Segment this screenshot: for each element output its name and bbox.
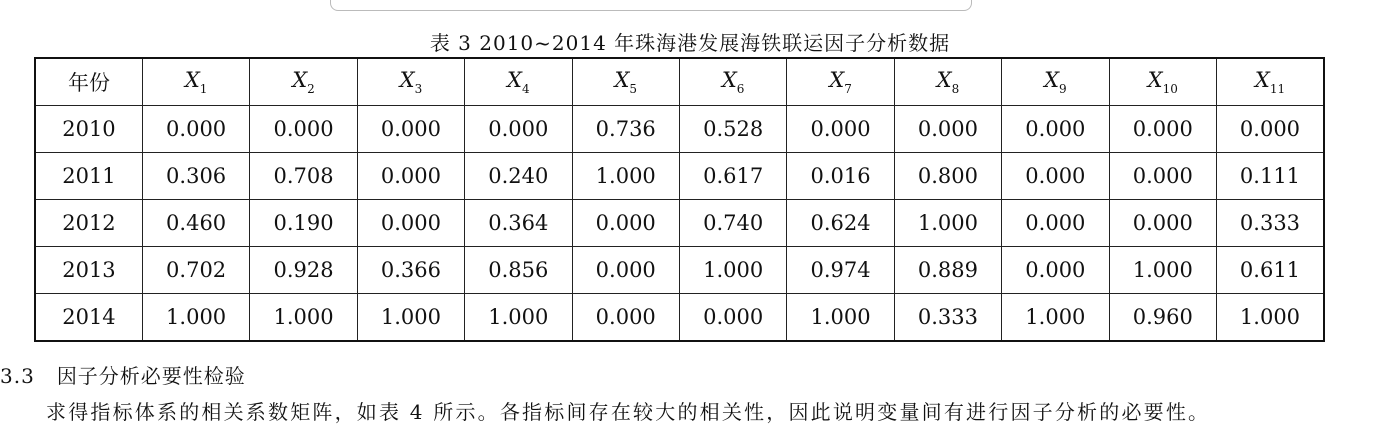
- cell-value: 0.000: [1002, 106, 1109, 153]
- cell-value: 1.000: [1216, 294, 1324, 342]
- cell-value: 0.856: [465, 247, 572, 294]
- cell-value: 0.702: [142, 247, 249, 294]
- cell-value: 0.000: [250, 106, 357, 153]
- table-caption: 表 3 2010~2014 年珠海港发展海铁联运因子分析数据: [429, 31, 951, 55]
- cell-value: 0.000: [572, 200, 679, 247]
- cell-value: 1.000: [894, 200, 1001, 247]
- cell-value: 0.000: [357, 106, 464, 153]
- cell-value: 0.000: [1216, 106, 1324, 153]
- cell-year: 2012: [35, 200, 142, 247]
- cell-value: 0.240: [465, 153, 572, 200]
- cell-value: 0.000: [787, 106, 894, 153]
- cell-year: 2011: [35, 153, 142, 200]
- section-title: 因子分析必要性检验: [56, 364, 246, 388]
- cell-value: 0.000: [142, 106, 249, 153]
- cell-value: 1.000: [465, 294, 572, 342]
- cell-value: 0.016: [787, 153, 894, 200]
- header-year: 年份: [35, 58, 142, 106]
- cell-value: 0.000: [894, 106, 1001, 153]
- cell-value: 0.800: [894, 153, 1001, 200]
- table-row: [35, 294, 1324, 342]
- cell-value: 0.624: [787, 200, 894, 247]
- cell-value: 0.740: [679, 200, 786, 247]
- cell-value: 1.000: [572, 153, 679, 200]
- header-x6: $X_6$: [679, 58, 786, 106]
- header-x2: $X_2$: [250, 58, 357, 106]
- header-x11: $X_{11}$: [1216, 58, 1324, 106]
- header-x4: $X_4$: [465, 58, 572, 106]
- cell-value: 1.000: [679, 247, 786, 294]
- cell-value: 0.333: [894, 294, 1001, 342]
- cell-value: 1.000: [250, 294, 357, 342]
- cell-value: 0.000: [1109, 106, 1216, 153]
- header-x1: $X_1$: [142, 58, 249, 106]
- table-row: [35, 153, 1324, 200]
- cell-value: 0.528: [679, 106, 786, 153]
- cell-value: 0.000: [1002, 200, 1109, 247]
- cell-value: 0.000: [679, 294, 786, 342]
- table-header-row: [35, 58, 1324, 106]
- cell-value: 0.974: [787, 247, 894, 294]
- cell-value: 0.190: [250, 200, 357, 247]
- cell-value: 0.000: [1109, 153, 1216, 200]
- table-row: [35, 200, 1324, 247]
- cell-year: 2013: [35, 247, 142, 294]
- cell-value: 0.000: [465, 106, 572, 153]
- cell-value: 0.000: [1002, 247, 1109, 294]
- table-row: [35, 106, 1324, 153]
- cell-value: 0.364: [465, 200, 572, 247]
- cell-value: 0.000: [1109, 200, 1216, 247]
- cell-value: 0.000: [1002, 153, 1109, 200]
- section-heading: [0, 360, 246, 389]
- section-number: 3.3: [0, 364, 35, 388]
- cell-value: 1.000: [787, 294, 894, 342]
- cell-year: 2014: [35, 294, 142, 342]
- previous-table-bottom-edge: [330, 0, 972, 11]
- header-x3: $X_3$: [357, 58, 464, 106]
- cell-value: 0.611: [1216, 247, 1324, 294]
- cell-value: 1.000: [357, 294, 464, 342]
- header-x8: $X_8$: [894, 58, 1001, 106]
- cell-value: 0.333: [1216, 200, 1324, 247]
- cell-value: 0.000: [572, 247, 679, 294]
- header-x9: $X_9$: [1002, 58, 1109, 106]
- cell-value: 0.708: [250, 153, 357, 200]
- cell-value: 0.000: [357, 153, 464, 200]
- header-x7: $X_7$: [787, 58, 894, 106]
- cell-value: 0.366: [357, 247, 464, 294]
- header-x5: $X_5$: [572, 58, 679, 106]
- cell-year: 2010: [35, 106, 142, 153]
- cell-value: 0.928: [250, 247, 357, 294]
- body-paragraph: 求得指标体系的相关系数矩阵，如表 4 所示。各指标间存在较大的相关性，因此说明变量间有进行因子分析的必要性。: [46, 400, 1211, 424]
- cell-value: 0.460: [142, 200, 249, 247]
- cell-value: 0.306: [142, 153, 249, 200]
- cell-value: 0.000: [357, 200, 464, 247]
- cell-value: 0.889: [894, 247, 1001, 294]
- cell-value: 0.000: [572, 294, 679, 342]
- cell-value: 0.736: [572, 106, 679, 153]
- cell-value: 0.111: [1216, 153, 1324, 200]
- cell-value: 1.000: [1002, 294, 1109, 342]
- factor-analysis-table: [34, 57, 1325, 342]
- header-x10: $X_{10}$: [1109, 58, 1216, 106]
- cell-value: 0.960: [1109, 294, 1216, 342]
- cell-value: 0.617: [679, 153, 786, 200]
- cell-value: 1.000: [142, 294, 249, 342]
- table-row: [35, 247, 1324, 294]
- cell-value: 1.000: [1109, 247, 1216, 294]
